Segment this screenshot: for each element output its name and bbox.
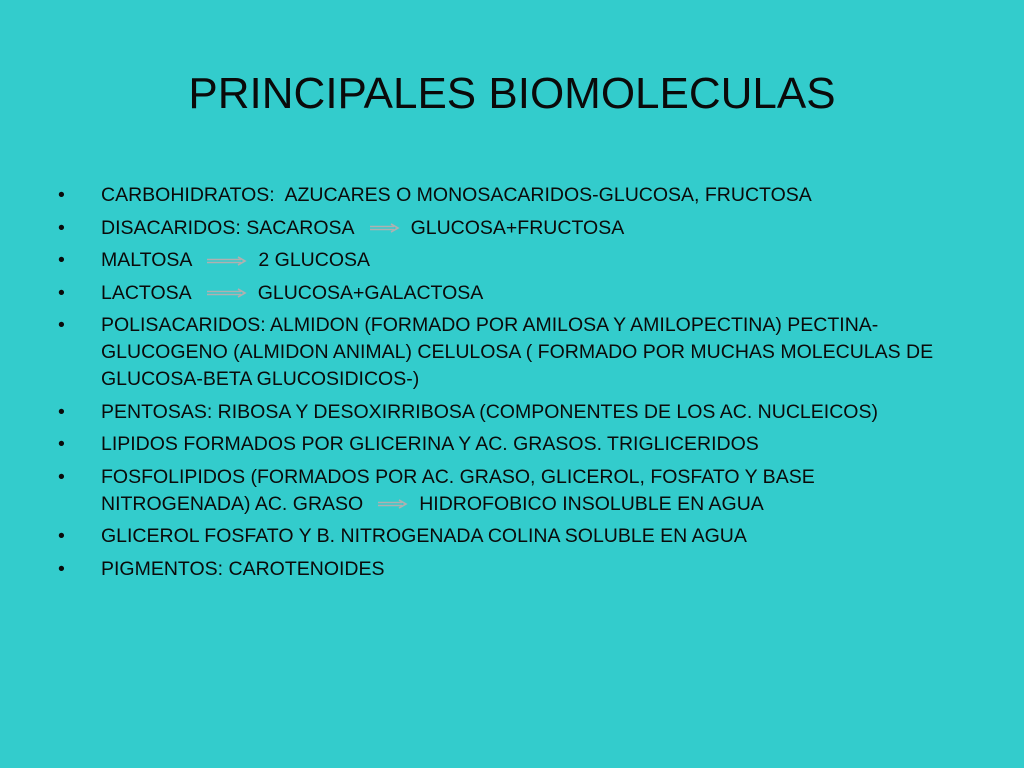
bullet-text-result: HIDROFOBICO INSOLUBLE EN AGUA: [419, 492, 764, 515]
bullet-text: POLISACARIDOS: ALMIDON (FORMADO POR AMILOSA Y AMILOPECTINA) PECTINA- GLUCOGENO (ALMIDON ANIMAL) CELULOSA ( FORMADO POR MUCHAS MOLECULAS DE GLUCOSA-BETA GLUCOSIDICOS-): [101, 314, 934, 390]
bullet-text-result: 2 GLUCOSA: [258, 249, 371, 271]
bullet-icon: •: [58, 216, 65, 239]
bullet-item-pigmentos: [58, 556, 958, 583]
bullet-icon: •: [58, 465, 65, 488]
right-arrow-icon: [206, 256, 246, 266]
bullet-item-fosfolipidos: [58, 464, 958, 518]
bullet-text: MALTOSA: [101, 249, 193, 271]
right-arrow-icon: [206, 288, 246, 298]
bullet-icon: •: [58, 525, 65, 547]
bullet-text: CARBOHIDRATOS: AZUCARES O MONOSACARIDOS-GLUCOSA, FRUCTOSA: [101, 184, 812, 206]
bullet-item-glicerol: [58, 523, 958, 550]
bullet-icon: •: [58, 184, 65, 206]
bullet-icon: •: [58, 281, 65, 304]
bullet-text: LACTOSA: [101, 281, 192, 304]
bullet-item-carbohidratos: [58, 182, 958, 209]
bullet-text: GLICEROL FOSFATO Y B. NITROGENADA COLINA SOLUBLE EN AGUA: [101, 525, 747, 547]
bullet-text: PIGMENTOS: CAROTENOIDES: [101, 557, 385, 580]
bullet-item-polisacaridos: [58, 312, 958, 393]
bullet-text: FOSFOLIPIDOS (FORMADOS POR AC. GRASO, GLICEROL, FOSFATO Y BASE NITROGENADA) AC. GRASO: [101, 465, 815, 515]
bullet-text: DISACARIDOS: SACAROSA: [101, 216, 355, 239]
bullet-icon: •: [58, 400, 65, 423]
bullet-text-result: GLUCOSA+GALACTOSA: [257, 281, 484, 304]
bullet-text: LIPIDOS FORMADOS POR GLICERINA Y AC. GRASOS. TRIGLICERIDOS: [101, 433, 759, 455]
bullet-item-maltosa: [58, 247, 958, 274]
bullet-icon: •: [58, 249, 65, 271]
right-arrow-icon: [377, 499, 407, 509]
bullet-text-result: GLUCOSA+FRUCTOSA: [410, 216, 625, 239]
right-arrow-icon: [369, 223, 399, 233]
bullet-list: [58, 182, 958, 588]
bullet-icon: •: [58, 314, 65, 336]
slide-title: PRINCIPALES BIOMOLECULAS: [188, 69, 836, 118]
bullet-icon: •: [58, 557, 65, 580]
bullet-item-lipidos: [58, 431, 958, 458]
bullet-text: PENTOSAS: RIBOSA Y DESOXIRRIBOSA (COMPONENTES DE LOS AC. NUCLEICOS): [101, 400, 878, 423]
bullet-item-disacaridos: [58, 215, 958, 242]
bullet-item-pentosas: [58, 399, 958, 426]
bullet-item-lactosa: [58, 280, 958, 307]
bullet-icon: •: [58, 433, 65, 455]
